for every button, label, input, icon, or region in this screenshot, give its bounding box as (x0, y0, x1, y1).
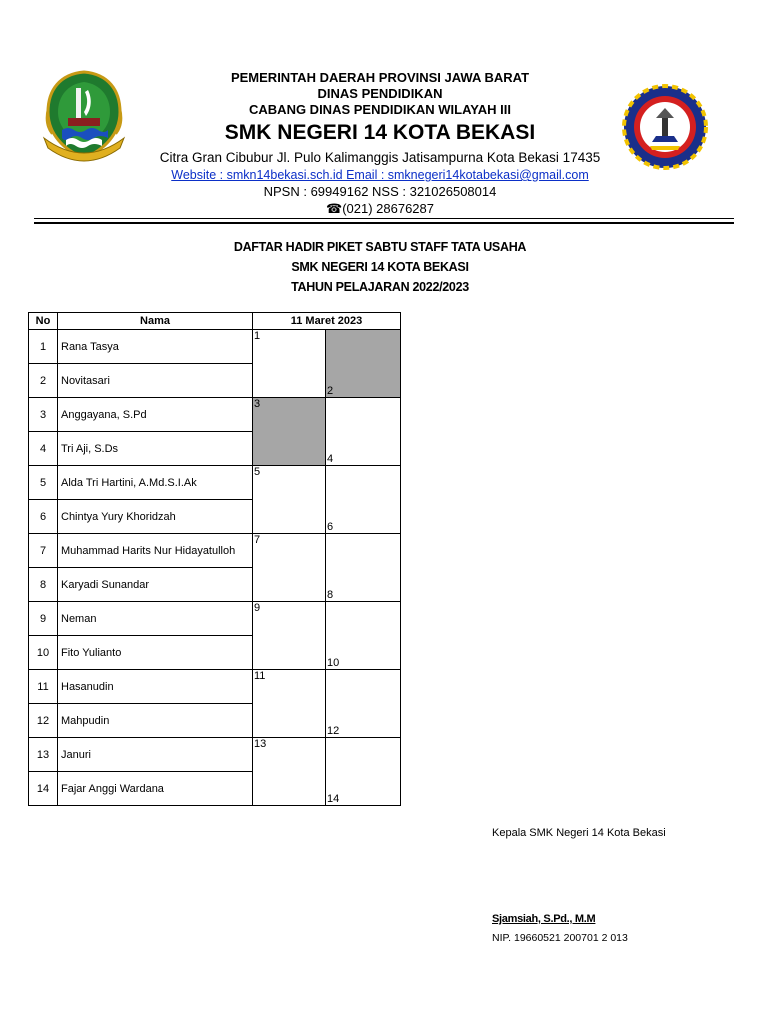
signature-slot[interactable]: 4 (325, 397, 401, 466)
header-government-line: PEMERINTAH DAERAH PROVINSI JAWA BARAT (230, 70, 530, 85)
row-number: 8 (28, 567, 58, 602)
row-name: Januri (57, 737, 253, 772)
row-name: Alda Tri Hartini, A.Md.S.I.Ak (57, 465, 253, 500)
row-name: Rana Tasya (57, 329, 253, 364)
row-number: 9 (28, 601, 58, 636)
signature-nip: NIP. 19660521 200701 2 013 (492, 932, 628, 944)
row-name: Fito Yulianto (57, 635, 253, 670)
signature-role: Kepala SMK Negeri 14 Kota Bekasi (492, 827, 666, 839)
signature-slot[interactable]: 10 (325, 601, 401, 670)
row-number: 14 (28, 771, 58, 806)
row-number: 13 (28, 737, 58, 772)
website-email-link[interactable]: Website : smkn14bekasi.sch.id Email : smknegeri14kotabekasi@gmail.com (171, 168, 589, 182)
row-name: Mahpudin (57, 703, 253, 738)
header-divider-thick (34, 222, 734, 224)
signature-slot[interactable]: 11 (252, 669, 326, 738)
row-number: 7 (28, 533, 58, 568)
row-name: Neman (57, 601, 253, 636)
header-branch-line: CABANG DINAS PENDIDIKAN WILAYAH III (249, 102, 511, 117)
document-subtitle-school: SMK NEGERI 14 KOTA BEKASI (291, 260, 469, 274)
row-name: Tri Aji, S.Ds (57, 431, 253, 466)
signature-name: Sjamsiah, S.Pd., M.M (492, 913, 596, 925)
signature-slot[interactable]: 13 (252, 737, 326, 806)
header-no: No (28, 312, 58, 330)
row-name: Hasanudin (57, 669, 253, 704)
signature-slot[interactable]: 1 (252, 329, 326, 398)
signature-slot[interactable]: 3 (252, 397, 326, 466)
row-name: Novitasari (57, 363, 253, 398)
phone-number: ☎(021) 28676287 (326, 201, 434, 216)
row-name: Fajar Anggi Wardana (57, 771, 253, 806)
signature-slot[interactable]: 7 (252, 533, 326, 602)
row-name: Anggayana, S.Pd (57, 397, 253, 432)
signature-slot[interactable]: 12 (325, 669, 401, 738)
row-number: 3 (28, 397, 58, 432)
row-number: 6 (28, 499, 58, 534)
row-number: 5 (28, 465, 58, 500)
document-title: DAFTAR HADIR PIKET SABTU STAFF TATA USAHA (233, 240, 527, 254)
row-number: 2 (28, 363, 58, 398)
signature-slot[interactable]: 8 (325, 533, 401, 602)
signature-slot[interactable]: 5 (252, 465, 326, 534)
npsn-nss: NPSN : 69949162 NSS : 321026508014 (263, 184, 497, 199)
row-name: Muhammad Harits Nur Hidayatulloh (57, 533, 253, 568)
smk-emblem-logo (622, 84, 708, 170)
row-number: 1 (28, 329, 58, 364)
header-nama: Nama (57, 312, 253, 330)
school-address: Citra Gran Cibubur Jl. Pulo Kalimanggis Jatisampurna Kota Bekasi 17435 (159, 150, 601, 165)
row-number: 10 (28, 635, 58, 670)
school-name: SMK NEGERI 14 KOTA BEKASI (224, 121, 536, 144)
west-java-emblem-logo (38, 68, 130, 168)
row-number: 11 (28, 669, 58, 704)
header-divider-thin (34, 218, 734, 219)
signature-slot[interactable]: 14 (325, 737, 401, 806)
row-number: 4 (28, 431, 58, 466)
signature-slot[interactable]: 6 (325, 465, 401, 534)
document-subtitle-year: TAHUN PELAJARAN 2022/2023 (291, 280, 469, 294)
header-date: 11 Maret 2023 (252, 312, 401, 330)
row-number: 12 (28, 703, 58, 738)
row-name: Karyadi Sunandar (57, 567, 253, 602)
header-department-line: DINAS PENDIDIKAN (317, 86, 443, 101)
signature-slot[interactable]: 9 (252, 601, 326, 670)
row-name: Chintya Yury Khoridzah (57, 499, 253, 534)
signature-slot[interactable]: 2 (325, 329, 401, 398)
